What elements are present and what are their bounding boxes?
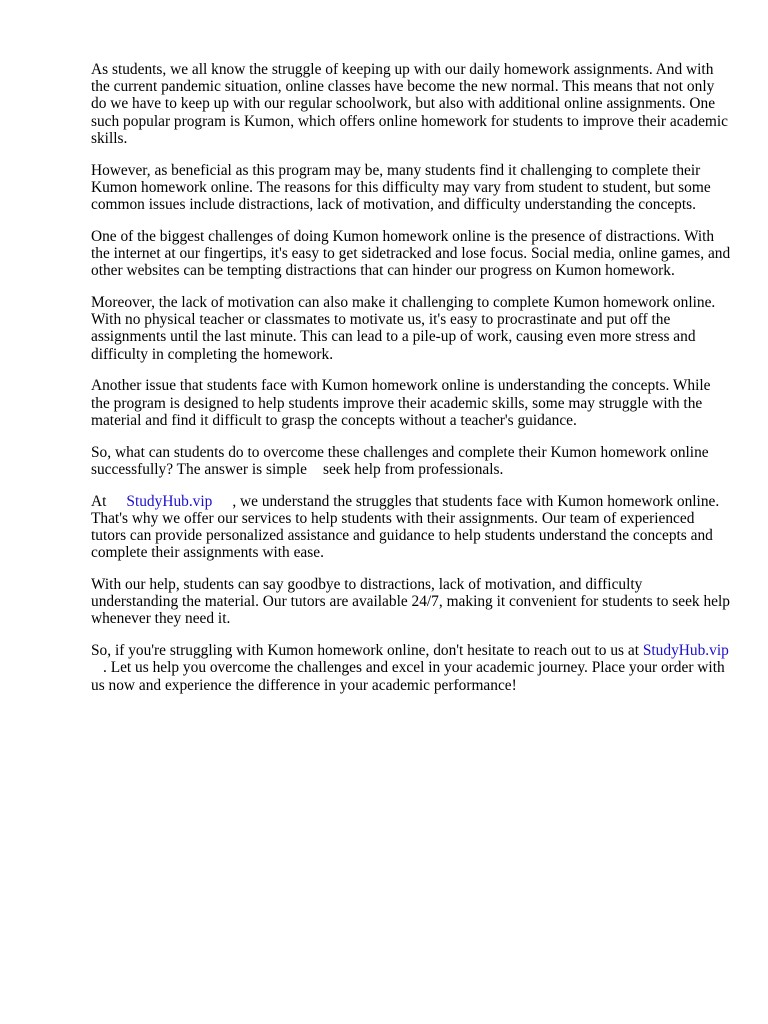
paragraph-studyhub-start: At — [91, 492, 107, 510]
paragraph-closing — [91, 642, 731, 694]
paragraph-closing-start: So, if you're struggling with Kumon homework online, don't hesitate to reach out to us at — [91, 642, 639, 660]
paragraph-studyhub-end: , we understand the struggles that students face with Kumon homework online. That's why we offer our services to help students with their assignments. Our team of experienced tutors can provide personalized assistance and guidance to help students understand the concepts and complete their assignments with ease. — [91, 492, 720, 562]
studyhub-link-closing[interactable]: StudyHub.vip — [642, 642, 729, 660]
studyhub-link[interactable]: StudyHub.vip — [126, 492, 213, 510]
paragraph-distractions: One of the biggest challenges of doing Kumon homework online is the presence of distractions. With the internet at our fingertips, it's easy to get sidetracked and lose focus. Social media, online games, and other websites can be tempting distractions that can hinder our progress on Kumon homework. — [91, 227, 731, 280]
paragraph-studyhub — [91, 493, 731, 562]
paragraph-solution-start: So, what can students do to overcome these challenges and complete their Kumon homework online successfully? The answer is simple — [91, 443, 709, 478]
paragraph-benefits: With our help, students can say goodbye to distractions, lack of motivation, and difficulty understanding the material. Our tutors are available 24/7, making it convenient for students to seek help whenever they need it. — [91, 576, 730, 628]
paragraph-concepts: Another issue that students face with Kumon homework online is understanding the concepts. While the program is designed to help students improve their academic skills, some may struggle with the material and find it difficult to grasp the concepts without a teacher's guidance. — [91, 377, 711, 429]
paragraph-challenges: However, as beneficial as this program may be, many students find it challenging to complete their Kumon homework online. The reasons for this difficulty may vary from student to student, but some common issues include distractions, lack of motivation, and difficulty understanding the concepts. — [91, 161, 711, 214]
paragraph-solution — [91, 444, 731, 478]
paragraph-closing-end: . Let us help you overcome the challenges and excel in your academic journey. Place your order with us now and experience the difference in your academic performance! — [91, 659, 725, 694]
paragraph-solution-end: seek help from professionals. — [323, 460, 504, 478]
paragraph-motivation: Moreover, the lack of motivation can also make it challenging to complete Kumon homework online. With no physical teacher or classmates to motivate us, it's easy to procrastinate and put off the assignments until the last minute. This can lead to a pile-up of work, causing even more stress and difficulty in completing the homework. — [91, 294, 716, 363]
paragraph-intro: As students, we all know the struggle of keeping up with our daily homework assignments. And with the current pandemic situation, online classes have become the new normal. This means that not only do we have to keep up with our regular schoolwork, but also with additional online assignments. One such popular program is Kumon, which offers online homework for students to improve their academic skills. — [91, 61, 728, 147]
document-body — [91, 61, 731, 708]
